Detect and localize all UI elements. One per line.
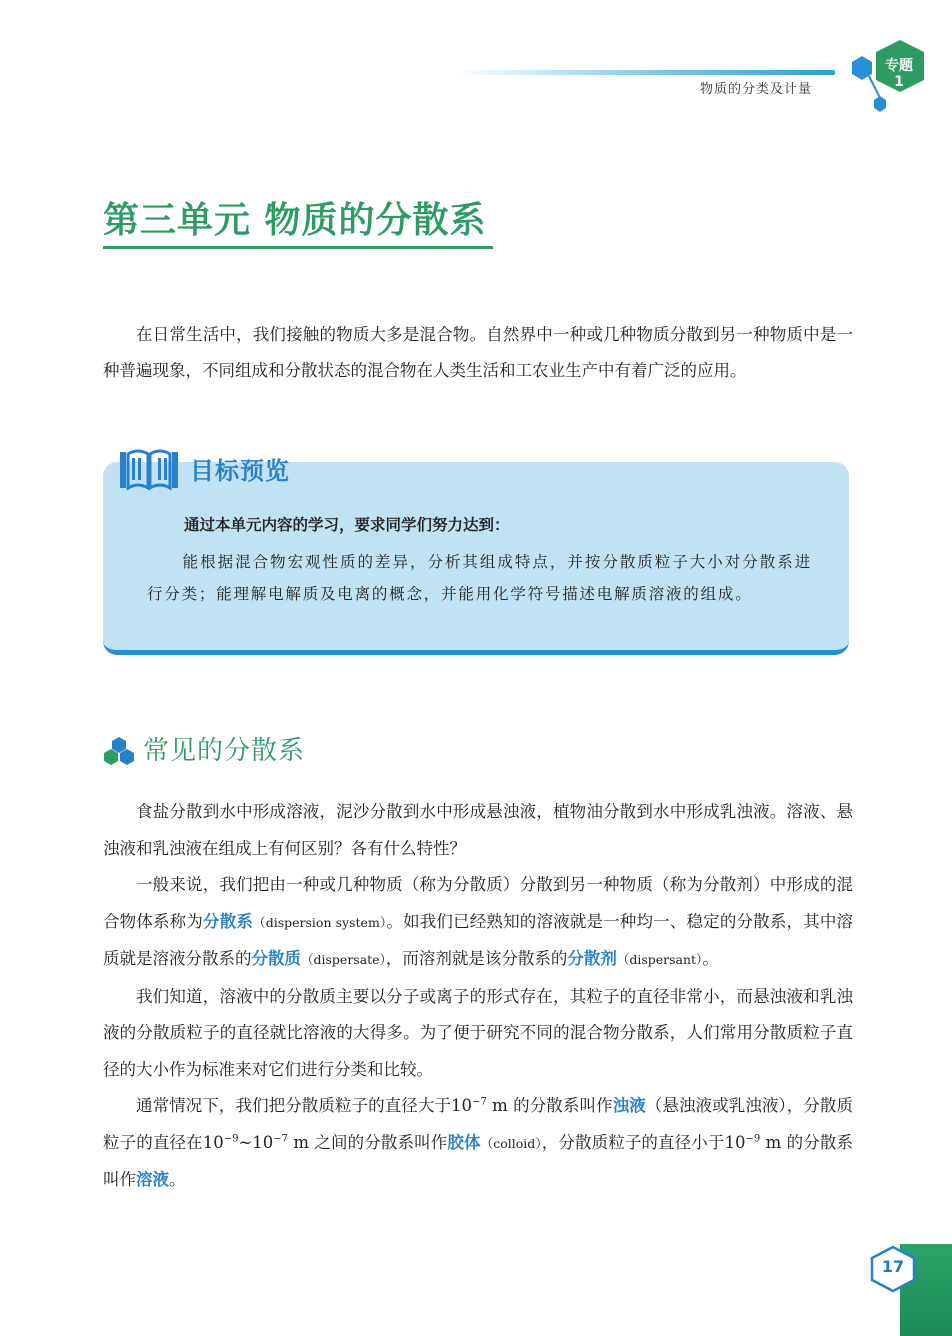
open-book-icon: [118, 446, 180, 492]
topic-label: 专题 1: [885, 58, 913, 90]
section-title: 常见的分散系: [143, 736, 306, 766]
body-paragraph-4: 通常情况下，我们把分散质粒子的直径大于$10^{-7}$ m 的分散系叫作浊液（悬浊液或乳浊液），分散质粒子的直径在$10^{-9}\sim 10^{-7}$ m 之间的分散系叫作胶体（colloid），分散质粒子的直径小于$10^{-9}$ m 的分散系叫作溶液。: [103, 1096, 854, 1189]
unit-title-underline: [103, 246, 493, 249]
body-paragraph-2: 一般来说，我们把由一种或几种物质（称为分散质）分散到另一种物质（称为分散剂）中形成的混合物体系称为分散系（dispersion system）。如我们已经熟知的溶液就是一种均一、稳定的分散系，其中溶质就是溶液分散系的分散质（dispersate），而溶剂就是该分散系的分散剂（dispersant）。: [103, 875, 854, 968]
body-paragraph-1: 食盐分散到水中形成溶液，泥沙分散到水中形成悬浊液，植物油分散到水中形成乳浊液。溶液、悬浊液和乳浊液在组成上有何区别？各有什么特性？: [103, 802, 853, 858]
goal-lead: 通过本单元内容的学习，要求同学们努力达到：: [184, 516, 510, 534]
chapter-title: 物质的分类及计量: [700, 82, 813, 97]
page-number: 17: [881, 1257, 905, 1276]
intro-paragraph: 在日常生活中，我们接触的物质大多是混合物。自然界中一种或几种物质分散到另一种物质中是一种普遍现象，不同组成和分散状态的混合物在人类生活和工农业生产中有着广泛的应用。: [103, 325, 853, 380]
term-dispersion-system: 分散系: [203, 911, 254, 931]
section-body: [103, 794, 853, 1199]
term-dispersant: 分散剂: [567, 949, 617, 968]
term-solution: 溶液: [136, 1170, 169, 1189]
term-dispersate: 分散质: [251, 949, 301, 968]
term-suspension: 浊液: [612, 1096, 646, 1115]
goal-body: 能根据混合物宏观性质的差异，分析其组成特点，并按分散质粒子大小对分散系进行分类；能理解电解质及电离的概念，并能用化学符号描述电解质溶液的组成。: [147, 553, 812, 603]
cube-cluster-icon: [103, 736, 135, 766]
term-colloid: 胶体: [447, 1132, 481, 1152]
goal-title: 目标预览: [190, 457, 290, 485]
header-rule: [455, 70, 835, 75]
body-paragraph-3: 我们知道，溶液中的分散质主要以分子或离子的形式存在，其粒子的直径非常小，而悬浊液和乳浊液的分散质粒子的直径就比溶液的大得多。为了便于研究不同的混合物分散系，人们常用分散质粒子直径的大小作为标准来对它们进行分类和比较。: [103, 986, 853, 1079]
unit-title: 第三单元 物质的分散系: [103, 200, 487, 241]
